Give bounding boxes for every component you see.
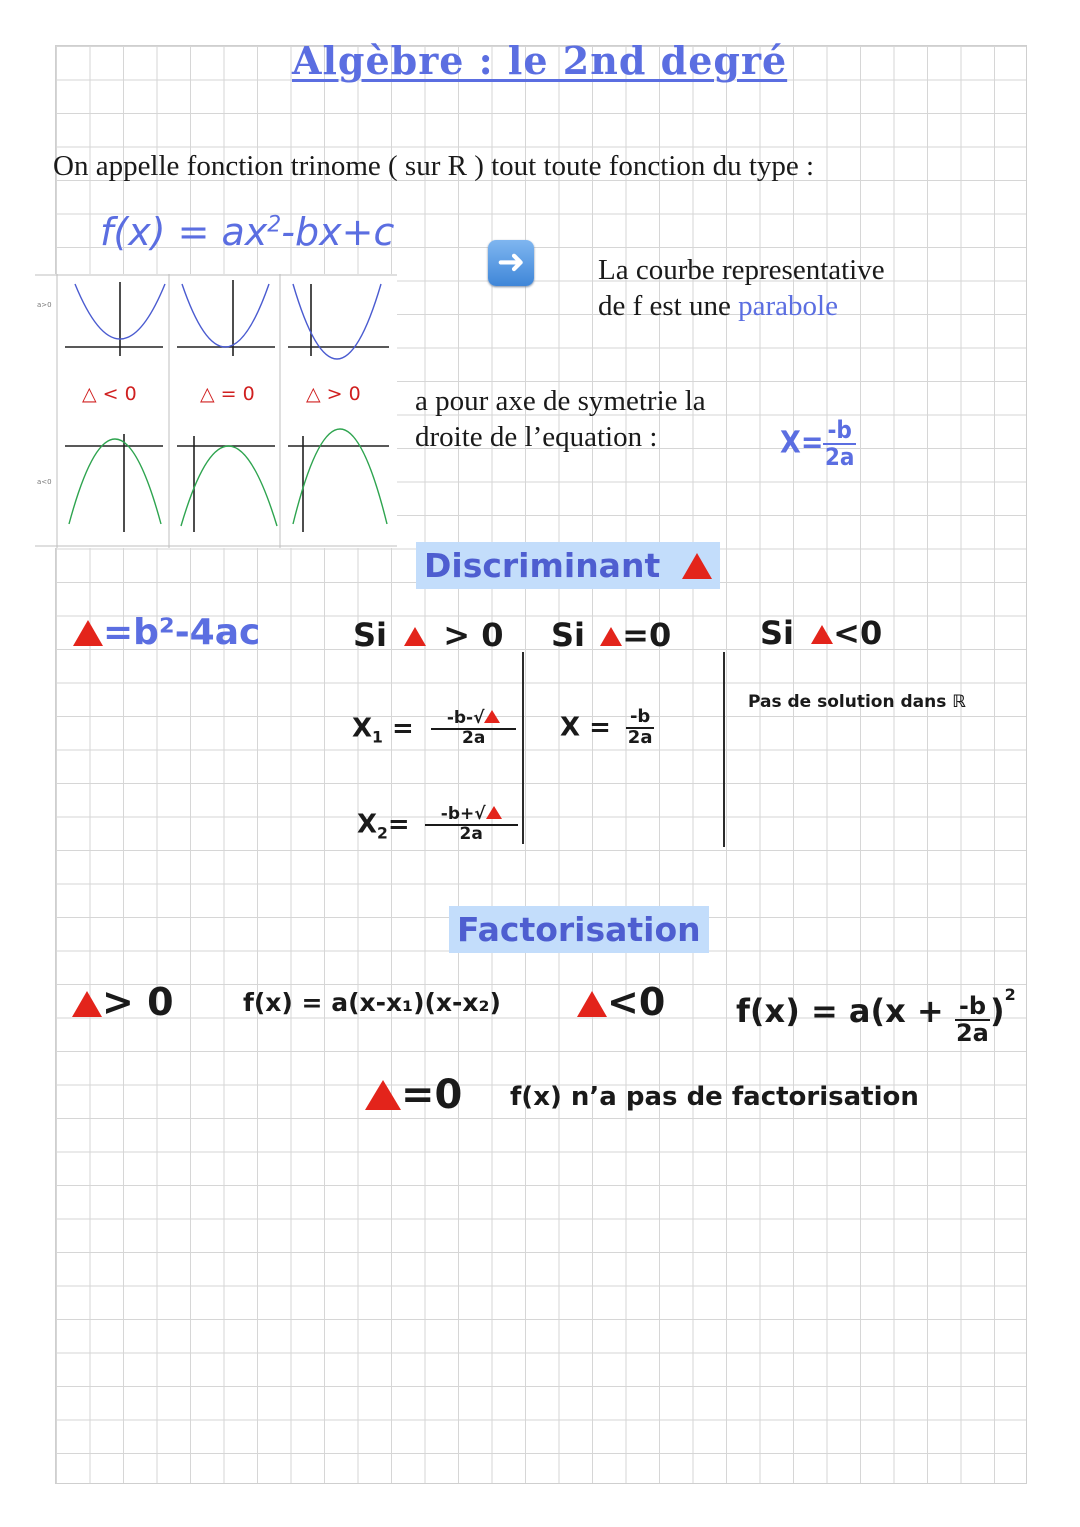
root-x2-fraction (425, 806, 518, 844)
root-x1-lhs: X (352, 713, 373, 744)
case-zero-si: Si (551, 616, 586, 654)
factor-neg-cond (577, 980, 665, 1024)
root-x2-num-text: -b+√ (440, 804, 486, 824)
case-positive-title (353, 616, 504, 654)
trinome-formula (100, 210, 394, 254)
factor-zero-cond-text: =0 (401, 1072, 463, 1118)
case-divider-1 (522, 652, 524, 844)
delta-icon (682, 553, 712, 579)
axe-line-2: droite de l’equation : (415, 421, 658, 453)
formula-lhs: f(x) = ax (100, 210, 268, 254)
intro-text: On appelle fonction trinome ( sur R ) tout toute fonction du type : (53, 150, 815, 182)
root-x2-sub: 2 (377, 824, 388, 843)
root-x1 (352, 710, 516, 748)
case-negative-si: Si (760, 614, 795, 652)
factor-neg-prefix: f(x) = a(x + (736, 992, 944, 1031)
factor-pos-cond-text: > 0 (102, 980, 174, 1024)
discriminant-definition-text: =b²-4ac (103, 612, 261, 653)
delta-label-zero: △ = 0 (200, 383, 255, 405)
courbe-line-2 (598, 288, 885, 324)
case-positive-cond: > 0 (443, 616, 504, 654)
discriminant-definition (73, 612, 260, 653)
factor-neg-num: -b (955, 994, 990, 1021)
case-positive-si: Si (353, 616, 388, 654)
delta-icon (365, 1080, 401, 1110)
factor-neg-den: 2a (955, 1019, 989, 1048)
factor-pos-formula: f(x) = a(x-x₁)(x-x₂) (243, 988, 501, 1017)
graph-table-background (35, 274, 397, 548)
right-arrow-icon: ➜ (488, 240, 534, 286)
delta-icon (484, 710, 500, 723)
case-divider-2 (723, 652, 725, 847)
root-x2-num (425, 806, 518, 826)
discriminant-heading-text: Discriminant (424, 546, 661, 585)
axe-symetrie-text (415, 383, 706, 455)
double-root-den: 2a (627, 726, 653, 748)
discriminant-heading (416, 542, 720, 589)
courbe-line-2-prefix: de f est une (598, 290, 739, 322)
delta-icon (404, 627, 426, 646)
factor-neg-suffix: ) (990, 992, 1005, 1031)
parabola-graph-table (35, 274, 397, 548)
case-zero-title (551, 616, 671, 654)
page-title: Algèbre : le 2nd degré (292, 38, 788, 83)
root-x1-num (431, 710, 517, 730)
factor-neg-cond-text: <0 (607, 980, 666, 1024)
factor-neg-fraction (955, 994, 990, 1046)
courbe-text (598, 252, 885, 324)
delta-label-positive: △ > 0 (306, 383, 361, 405)
root-x1-eq: = (391, 713, 414, 744)
axis-equation (780, 418, 856, 470)
axis-eq-fraction (823, 418, 855, 470)
factor-zero-cond (365, 1072, 462, 1118)
delta-icon (73, 620, 103, 646)
axis-eq-num: -b (823, 418, 855, 445)
root-x2-den: 2a (459, 823, 483, 844)
root-x1-num-text: -b-√ (446, 708, 485, 728)
row-label-a-positive: a>0 (37, 301, 52, 309)
root-x1-sub: 1 (372, 728, 383, 747)
factor-neg-exp: 2 (1004, 985, 1016, 1005)
courbe-line-1: La courbe representative (598, 254, 885, 286)
root-x1-fraction (431, 710, 517, 748)
factorisation-heading: Factorisation (449, 906, 709, 953)
delta-icon (486, 806, 502, 819)
formula-rhs: -bx+c (281, 210, 395, 254)
double-root-num: -b (626, 708, 654, 729)
root-x1-den: 2a (461, 727, 486, 748)
factor-neg-formula (736, 980, 1016, 1046)
delta-icon (72, 991, 102, 1017)
delta-icon (577, 991, 607, 1017)
axe-line-1: a pour axe de symetrie la (415, 385, 706, 417)
double-root-fraction (626, 708, 654, 748)
double-root (560, 708, 654, 748)
axis-eq-den: 2a (824, 443, 855, 472)
parabole-word: parabole (738, 290, 838, 322)
double-root-lhs: X = (560, 712, 611, 743)
axis-eq-lhs: X= (780, 425, 824, 461)
delta-icon (811, 625, 833, 644)
delta-label-negative: △ < 0 (82, 383, 137, 405)
root-x2-lhs: X (357, 809, 378, 840)
no-solution-text: Pas de solution dans ℝ (748, 692, 966, 712)
case-negative-cond: <0 (833, 614, 883, 652)
delta-icon (600, 627, 622, 646)
factor-pos-cond (72, 980, 174, 1024)
case-negative-title (760, 614, 882, 652)
row-label-a-negative: a<0 (37, 478, 52, 486)
factor-zero-text: f(x) n’a pas de factorisation (510, 1082, 919, 1112)
root-x2 (357, 806, 518, 844)
root-x2-eq: = (387, 809, 410, 840)
formula-exponent: 2 (267, 212, 282, 238)
case-zero-cond: =0 (622, 616, 672, 654)
